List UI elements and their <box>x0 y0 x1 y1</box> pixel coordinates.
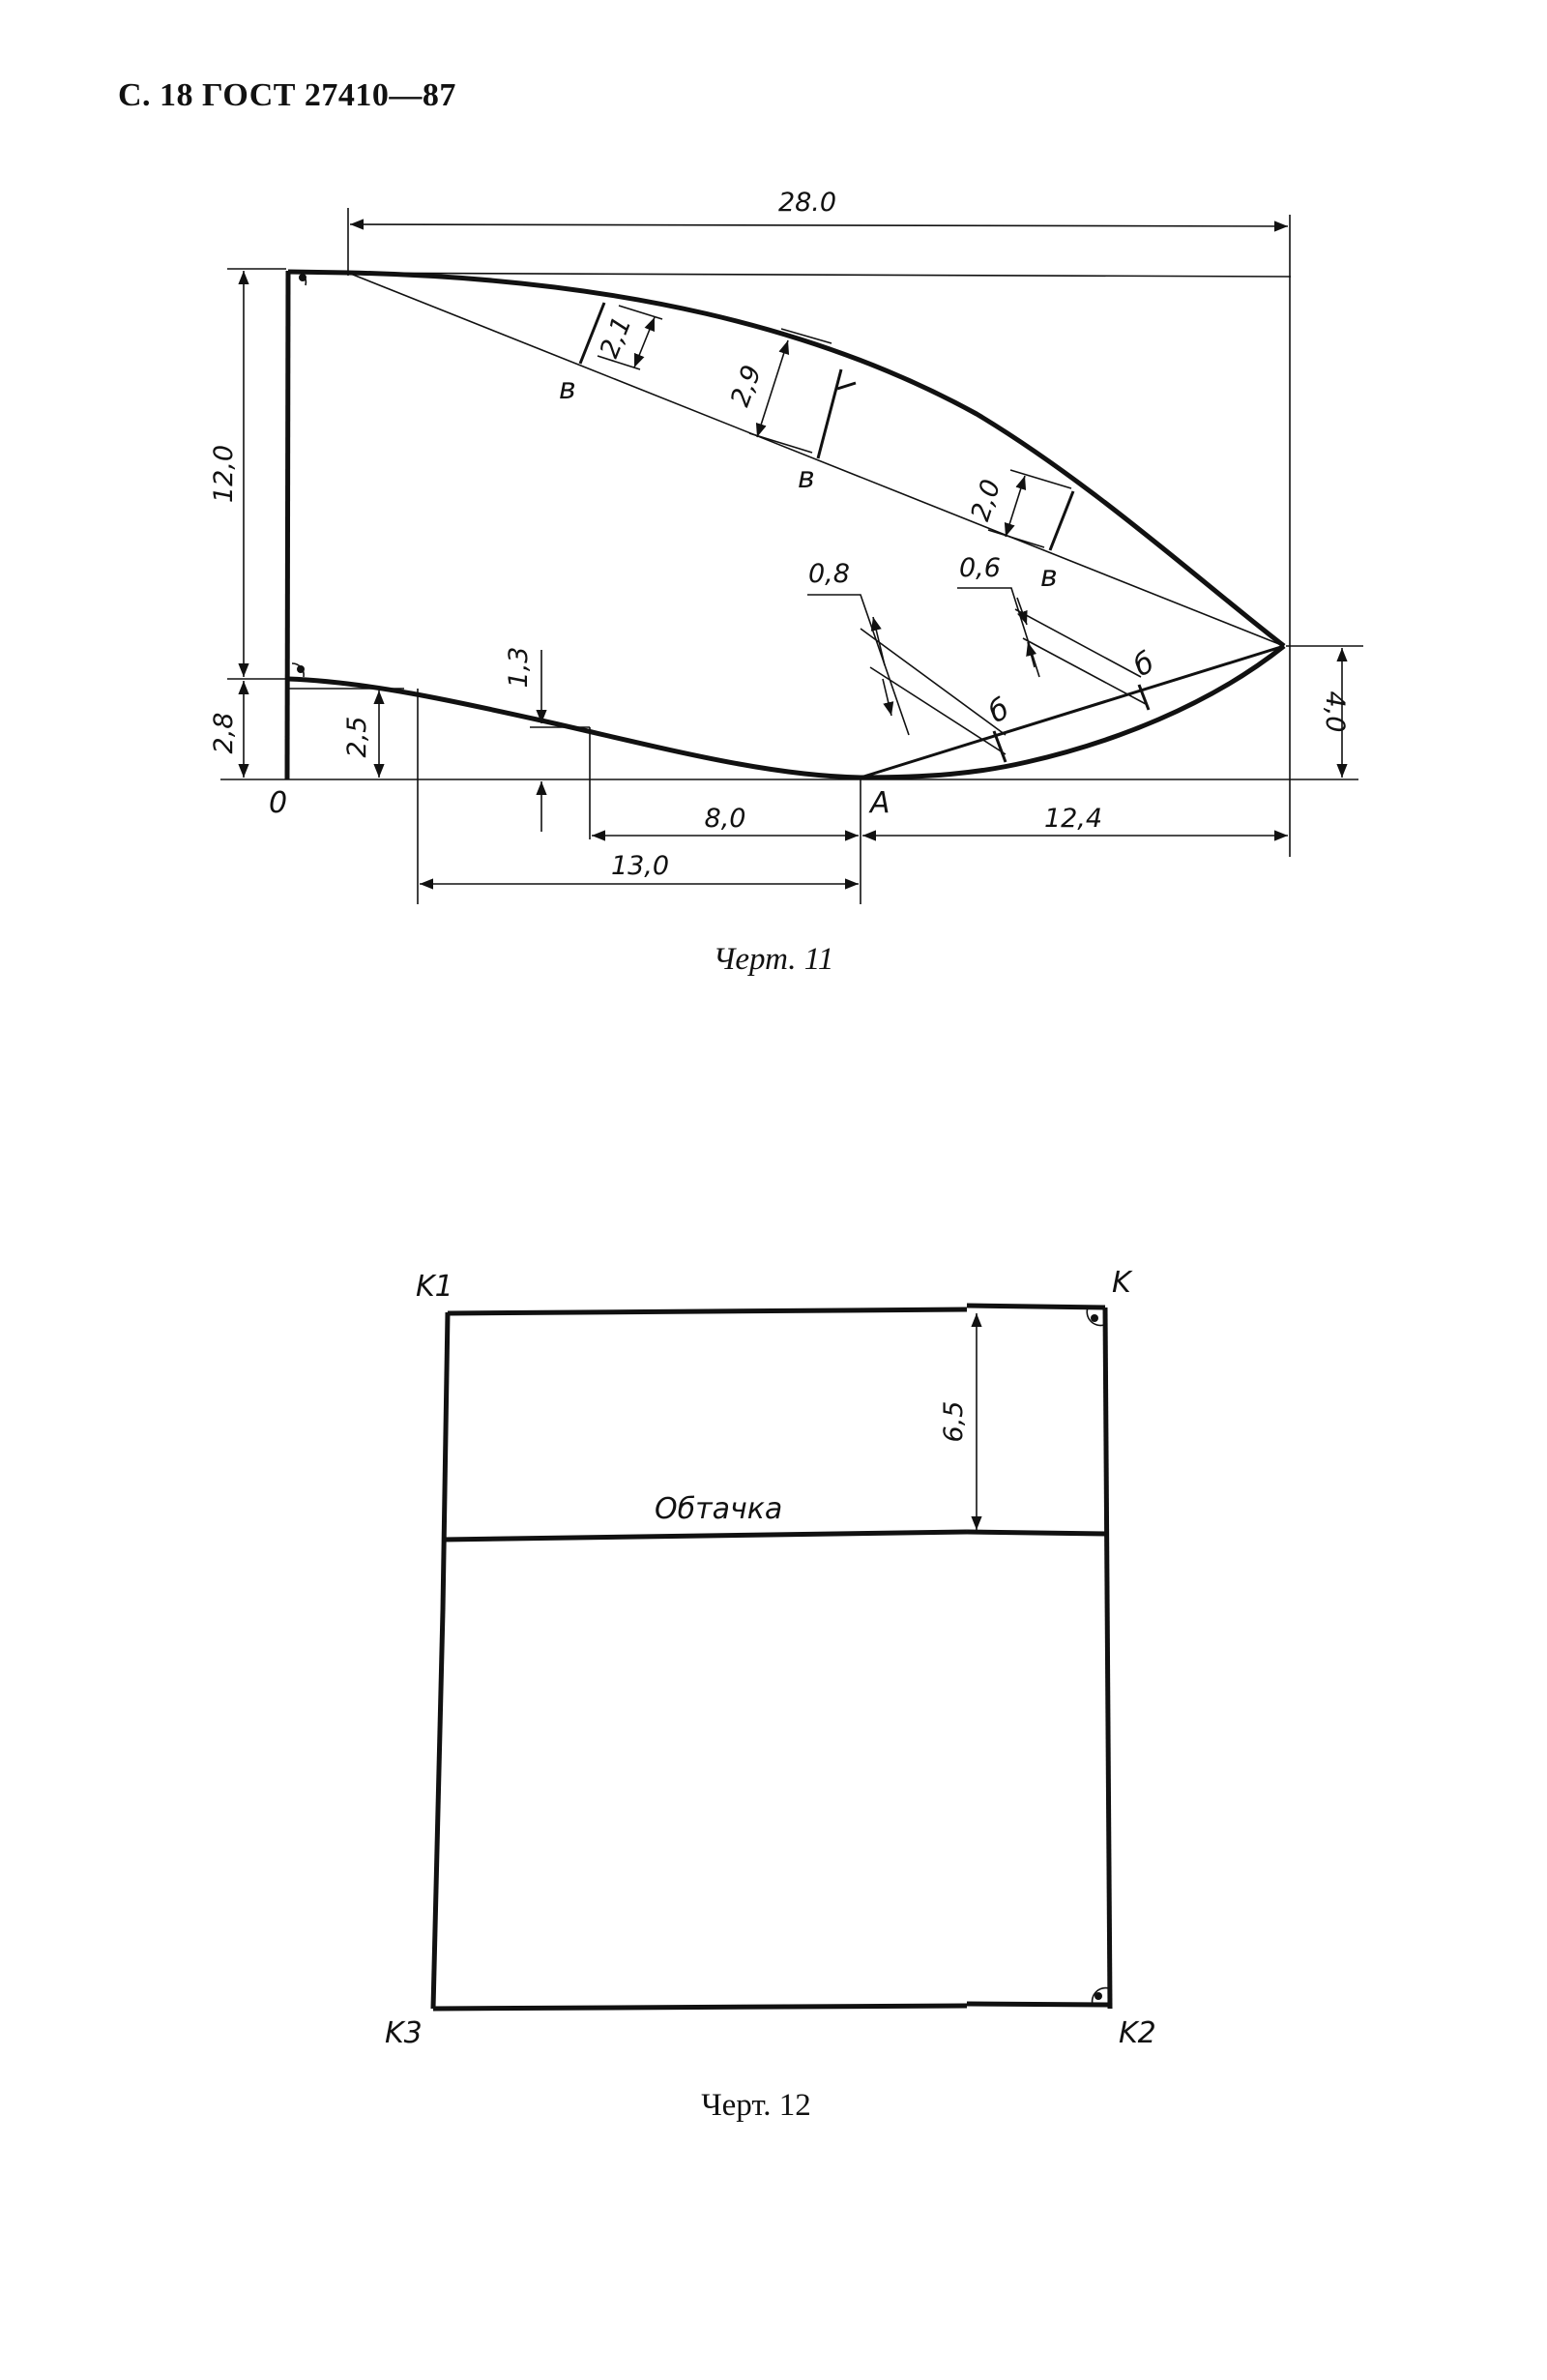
leader-line <box>957 588 1039 677</box>
dim-label-2-0: 2,0 <box>965 476 1007 525</box>
dim-label-6-5: 6,5 <box>939 1400 969 1443</box>
point-label-b: б <box>1127 645 1161 684</box>
point-label-k3: K3 <box>385 2016 423 2050</box>
offset-v2 <box>818 369 841 458</box>
point-label-v: в <box>1040 560 1058 594</box>
dim-label-2-9: 2,9 <box>725 361 768 411</box>
facing-line <box>967 1532 1107 1534</box>
point-label-k2: K2 <box>1119 2016 1156 2050</box>
dim-arrow <box>1028 642 1035 667</box>
dim-arrow <box>634 317 655 367</box>
corner-mark <box>1091 1314 1098 1322</box>
tick-mark <box>837 383 856 389</box>
point-label-k1: K1 <box>416 1270 453 1304</box>
left-edge <box>443 1312 448 1610</box>
right-edge <box>1105 1308 1110 2009</box>
ext-line <box>619 306 662 319</box>
drawing-12 <box>385 1266 1156 2123</box>
dim-arrow <box>1006 476 1025 537</box>
bottom-edge <box>433 2006 967 2009</box>
ext-line <box>861 629 1006 735</box>
point-label-k: K <box>1112 1266 1131 1300</box>
dim-label-12: 12,0 <box>209 444 239 504</box>
diagonal-chord <box>348 273 1284 646</box>
left-edge <box>433 1610 443 2009</box>
corner-mark <box>1095 1992 1102 2000</box>
dim-label-2-5: 2,5 <box>342 716 372 758</box>
page-header: С. 18 ГОСТ 27410—87 <box>118 77 456 113</box>
drawing-11 <box>209 188 1363 977</box>
point-label-o: 0 <box>269 786 288 820</box>
dim-arrow <box>883 679 891 716</box>
point-label-b: б <box>982 691 1016 730</box>
facing-line <box>443 1532 967 1540</box>
dim-label-4: 4,0 <box>1320 690 1350 733</box>
caption-12: Черт. 12 <box>701 2088 811 2123</box>
dim-label-2-1: 2,1 <box>594 312 638 363</box>
dim-label-0-8: 0,8 <box>808 559 850 589</box>
dim-label-13: 13,0 <box>610 851 670 881</box>
point-label-v: в <box>559 372 576 406</box>
dim-label-28: 28.0 <box>777 188 837 218</box>
facing-label: Обтачка <box>655 1492 783 1526</box>
dim-label-1-3: 1,3 <box>504 646 534 689</box>
leader-line <box>807 595 909 735</box>
dim-label-8: 8,0 <box>704 804 746 834</box>
dim-label-0-6: 0,6 <box>959 553 1001 583</box>
caption-11: Черт. 11 <box>713 942 834 977</box>
ext-line <box>749 433 812 453</box>
point-label-a: A <box>870 786 890 820</box>
top-edge <box>967 1306 1105 1308</box>
left-edge <box>287 271 288 779</box>
dim-label-2-8: 2,8 <box>209 712 239 754</box>
dim-label-12-4: 12,4 <box>1043 804 1103 834</box>
lower-curve <box>288 679 861 778</box>
dim-arrow <box>757 340 788 437</box>
ext-line <box>1023 638 1146 704</box>
bottom-edge <box>967 2004 1110 2005</box>
ext-line <box>988 530 1044 547</box>
offset-v3 <box>1050 491 1073 550</box>
top-edge <box>448 1309 967 1313</box>
lower-chord <box>861 646 1284 778</box>
dim-arrow <box>873 617 885 665</box>
point-label-v: в <box>798 461 815 495</box>
top-left-edge <box>288 272 348 273</box>
dim-arrow <box>350 224 1288 226</box>
